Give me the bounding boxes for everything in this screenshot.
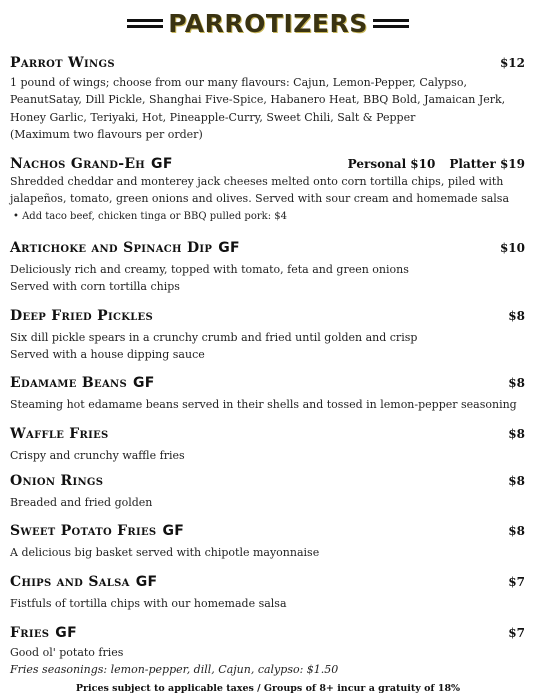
menu-item-deep-fried-pickles bbox=[10, 308, 525, 364]
item-name: Sweet Potato Fries GF bbox=[10, 523, 185, 539]
item-price: $10 bbox=[499, 241, 525, 255]
menu-item-fries bbox=[10, 625, 525, 679]
menu-header bbox=[0, 6, 536, 40]
menu-item-onion-rings bbox=[10, 473, 525, 511]
item-description: Steaming hot edamame beans served in their shells and tossed in lemon-pepper seasoning bbox=[10, 398, 517, 411]
item-name: Edamame Beans GF bbox=[10, 375, 155, 391]
item-price: $8 bbox=[508, 309, 525, 323]
item-description: Breaded and fried golden bbox=[10, 496, 153, 509]
item-name: Waffle Fries bbox=[10, 426, 109, 442]
menu-item-edamame-beans bbox=[10, 375, 525, 413]
item-name: Artichoke and Spinach Dip GF bbox=[10, 240, 240, 256]
right-decorative-bars bbox=[373, 19, 409, 28]
item-price: $8 bbox=[508, 376, 525, 390]
item-price: $8 bbox=[508, 474, 525, 488]
menu-item-artichoke-spinach-dip bbox=[10, 240, 525, 296]
gluten-free-badge: GF bbox=[55, 625, 77, 641]
menu-item-sweet-potato-fries bbox=[10, 523, 525, 561]
gluten-free-badge: GF bbox=[218, 240, 240, 256]
item-price: $8 bbox=[508, 427, 525, 441]
item-name: Onion Rings bbox=[10, 473, 104, 489]
price-personal: Personal $10 bbox=[347, 157, 436, 171]
item-price bbox=[348, 157, 525, 171]
menu-item-nachos-grand-eh bbox=[10, 156, 525, 225]
price-platter: Platter $19 bbox=[449, 157, 525, 171]
item-name: Chips and Salsa GF bbox=[10, 574, 158, 590]
footer-note: Prices subject to applicable taxes / Groups of 8+ incur a gratuity of 18% bbox=[75, 683, 461, 694]
menu-item-waffle-fries bbox=[10, 426, 525, 464]
item-name: Parrot Wings bbox=[10, 55, 115, 71]
item-description: Crispy and crunchy waffle fries bbox=[10, 449, 185, 462]
seasonings-note: Fries seasonings: lemon-pepper, dill, Cajun, calypso: $1.50 bbox=[10, 663, 339, 677]
gluten-free-badge: GF bbox=[151, 156, 173, 172]
item-description: 1 pound of wings; choose from our many flavours: Cajun, Lemon-Pepper, Calypso, PeanutSatay, Dill Pickle, Shanghai Five-Spice, Habanero Heat, BBQ Bold, Jamaican Jerk, Honey Garlic, Teriyaki, Hot, Pineapple-Curry, Sweet Chili, Salt & Pepper (Maximum two flavours per order) bbox=[10, 76, 506, 141]
left-decorative-bars bbox=[127, 19, 163, 28]
add-on-note: • Add taco beef, chicken tinga or BBQ pulled pork: $4 bbox=[13, 210, 287, 222]
item-price: $7 bbox=[508, 575, 525, 589]
item-name: Nachos Grand-Eh GF bbox=[10, 156, 173, 172]
menu-item-chips-and-salsa bbox=[10, 574, 525, 612]
item-price: $7 bbox=[508, 626, 525, 640]
item-description: Good ol' potato fries Fries seasonings: lemon-pepper, dill, Cajun, calypso: $1.50 bbox=[10, 644, 525, 679]
item-name: Deep Fried Pickles bbox=[10, 308, 154, 324]
gluten-free-badge: GF bbox=[135, 574, 158, 590]
item-price: $8 bbox=[508, 524, 525, 538]
section-title: PARROTIZERS bbox=[168, 8, 368, 38]
item-description: Shredded cheddar and monterey jack cheeses melted onto corn tortilla chips, piled with jalapeños, tomato, green onions and olives. Served with sour cream and homemade salsa • Add taco beef, chicken tinga or BBQ pulled pork: $4 bbox=[10, 173, 525, 225]
item-description: A delicious big basket served with chipotle mayonnaise bbox=[10, 546, 320, 559]
item-description: Fistfuls of tortilla chips with our homemade salsa bbox=[10, 597, 287, 610]
gluten-free-badge: GF bbox=[132, 375, 155, 391]
item-description: Six dill pickle spears in a crunchy crumb and fried until golden and crisp Served with a house dipping sauce bbox=[10, 331, 418, 362]
menu-item-parrot-wings bbox=[10, 55, 525, 143]
item-name: Fries GF bbox=[10, 625, 77, 641]
item-price: $12 bbox=[499, 56, 525, 70]
item-description: Deliciously rich and creamy, topped with tomato, feta and green onions Served with corn tortilla chips bbox=[10, 263, 409, 294]
gluten-free-badge: GF bbox=[162, 523, 185, 539]
